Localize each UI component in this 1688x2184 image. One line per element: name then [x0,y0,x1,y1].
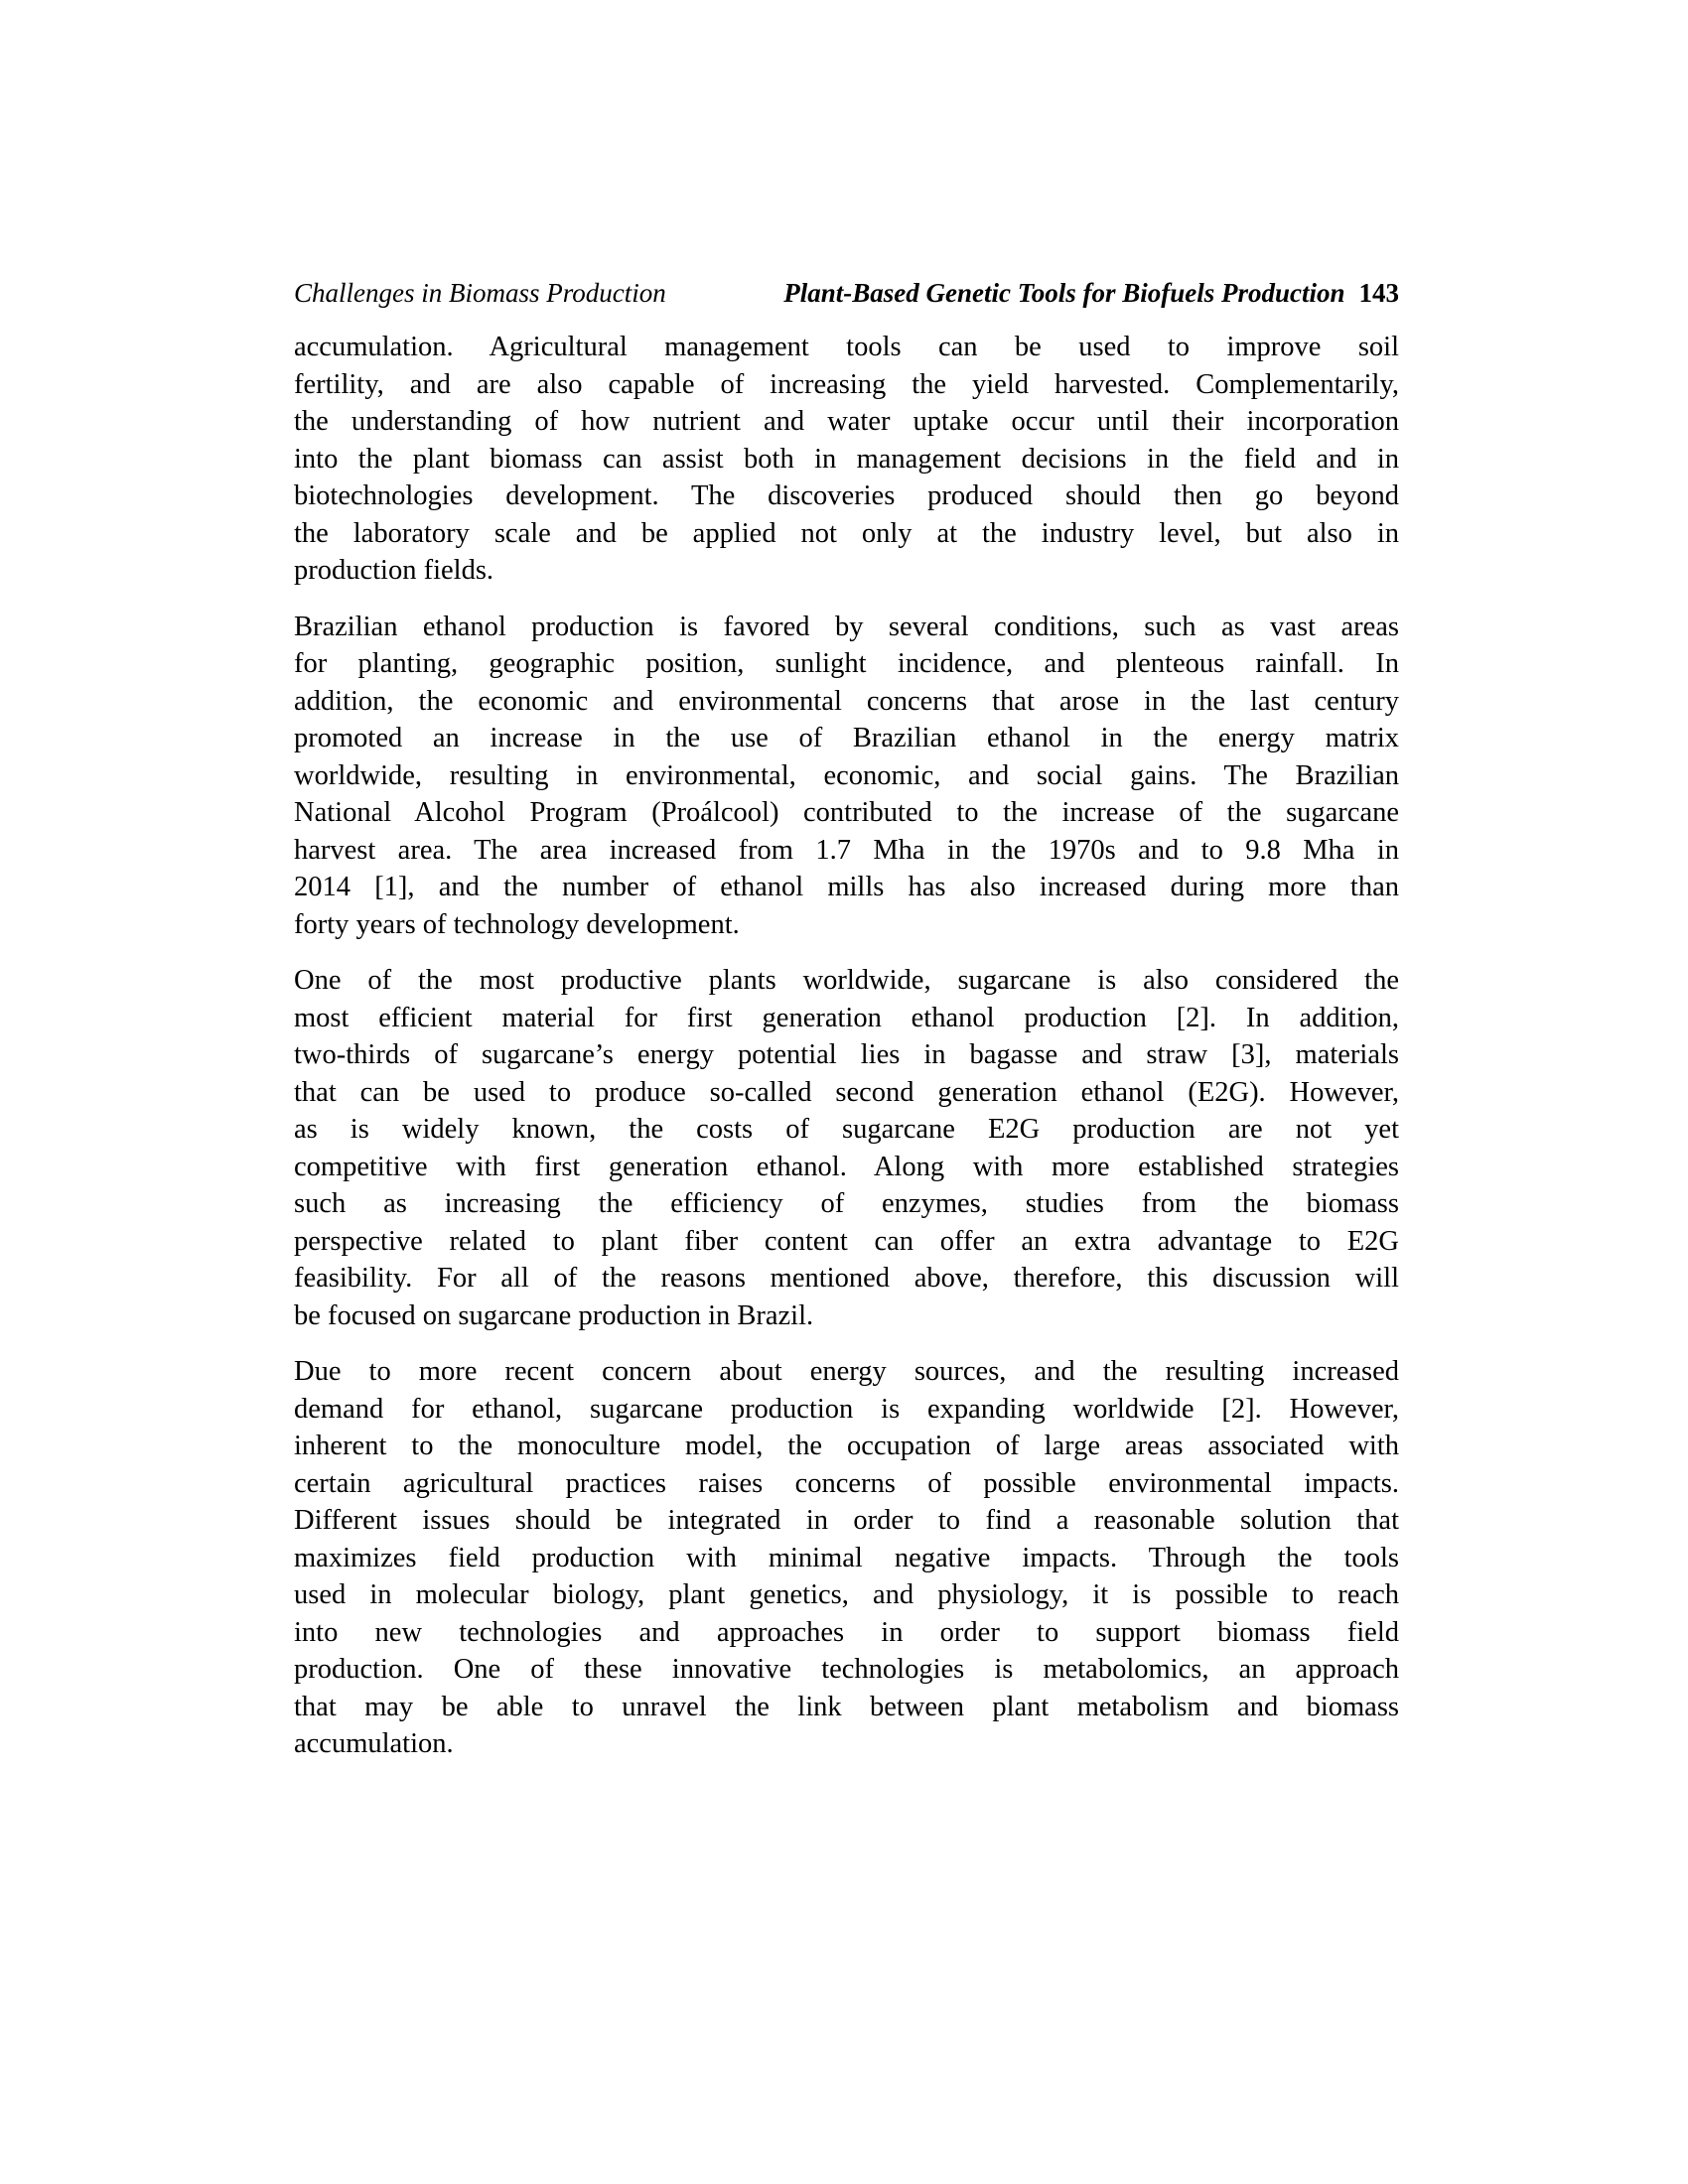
text-line: demand for ethanol, sugarcane production is expanding worldwide [2]. However, [294,1393,1399,1425]
text-line: certain agricultural practices raises concerns of possible environmental impacts. [294,1467,1399,1499]
page-content [294,277,1399,1763]
text-line: production fields. [294,555,494,586]
text-line: Due to more recent concern about energy sources, and the resulting increased [294,1356,1399,1387]
paragraph [294,329,1399,590]
text-line: perspective related to plant fiber content can offer an extra advantage to E2G [294,1225,1399,1257]
text-line: National Alcohol Program (Proálcool) contributed to the increase of the sugarcane [294,797,1399,828]
text-line: the understanding of how nutrient and water uptake occur until their incorporation [294,406,1399,437]
text-line: Different issues should be integrated in order to find a reasonable solution that [294,1505,1399,1536]
text-line: most efficient material for first generation ethanol production [2]. In addition, [294,1002,1399,1033]
text-line: biotechnologies development. The discoveries produced should then go beyond [294,480,1399,511]
text-line: into new technologies and approaches in order to support biomass field [294,1616,1399,1648]
page-body [294,329,1399,1763]
running-header [294,277,1399,310]
paragraph [294,1353,1399,1763]
text-line: 2014 [1], and the number of ethanol mills has also increased during more than [294,872,1399,902]
text-line: fertility, and are also capable of increasing the yield harvested. Complementarily, [294,368,1399,400]
text-line: production. One of these innovative technologies is metabolomics, an approach [294,1654,1399,1685]
text-line: be focused on sugarcane production in Brazil. [294,1299,814,1331]
running-header-book-title-group [783,277,1399,310]
paragraph [294,962,1399,1334]
text-line: the laboratory scale and be applied not only at the industry level, but also in [294,517,1399,549]
text-line: maximizes field production with minimal negative impacts. Through the tools [294,1542,1399,1573]
text-line: that may be able to unravel the link between plant metabolism and biomass [294,1691,1399,1722]
text-line: for planting, geographic position, sunlight incidence, and plenteous rainfall. In [294,648,1399,679]
text-line: forty years of technology development. [294,908,740,940]
text-line: Brazilian ethanol production is favored by several conditions, such as vast areas [294,611,1399,642]
text-line: competitive with first generation ethanol. Along with more established strategies [294,1151,1399,1182]
text-line: feasibility. For all of the reasons mentioned above, therefore, this discussion will [294,1263,1399,1294]
text-line: such as increasing the efficiency of enzymes, studies from the biomass [294,1188,1399,1219]
text-line: used in molecular biology, plant genetics, and physiology, it is possible to reach [294,1579,1399,1610]
running-header-book-title: Plant-Based Genetic Tools for Biofuels Production [783,278,1345,308]
text-line: that can be used to produce so-called second generation ethanol (E2G). However, [294,1076,1399,1108]
text-line: as is widely known, the costs of sugarcane E2G production are not yet [294,1114,1399,1145]
text-line: worldwide, resulting in environmental, economic, and social gains. The Brazilian [294,759,1399,791]
text-line: two-thirds of sugarcane’s energy potential lies in bagasse and straw [3], materials [294,1039,1399,1070]
text-line: harvest area. The area increased from 1.7 Mha in the 1970s and to 9.8 Mha in [294,834,1399,866]
paragraph [294,609,1399,944]
text-line: accumulation. [294,1728,454,1759]
page-number: 143 [1358,278,1399,308]
text-line: accumulation. Agricultural management tools can be used to improve soil [294,332,1399,362]
running-header-chapter-title: Challenges in Biomass Production [294,278,666,308]
text-line: promoted an increase in the use of Brazilian ethanol in the energy matrix [294,723,1399,753]
text-line: One of the most productive plants worldwide, sugarcane is also considered the [294,965,1399,996]
text-line: addition, the economic and environmental concerns that arose in the last century [294,685,1399,717]
text-line: inherent to the monoculture model, the occupation of large areas associated with [294,1431,1399,1461]
text-line: into the plant biomass can assist both in management decisions in the field and in [294,443,1399,475]
